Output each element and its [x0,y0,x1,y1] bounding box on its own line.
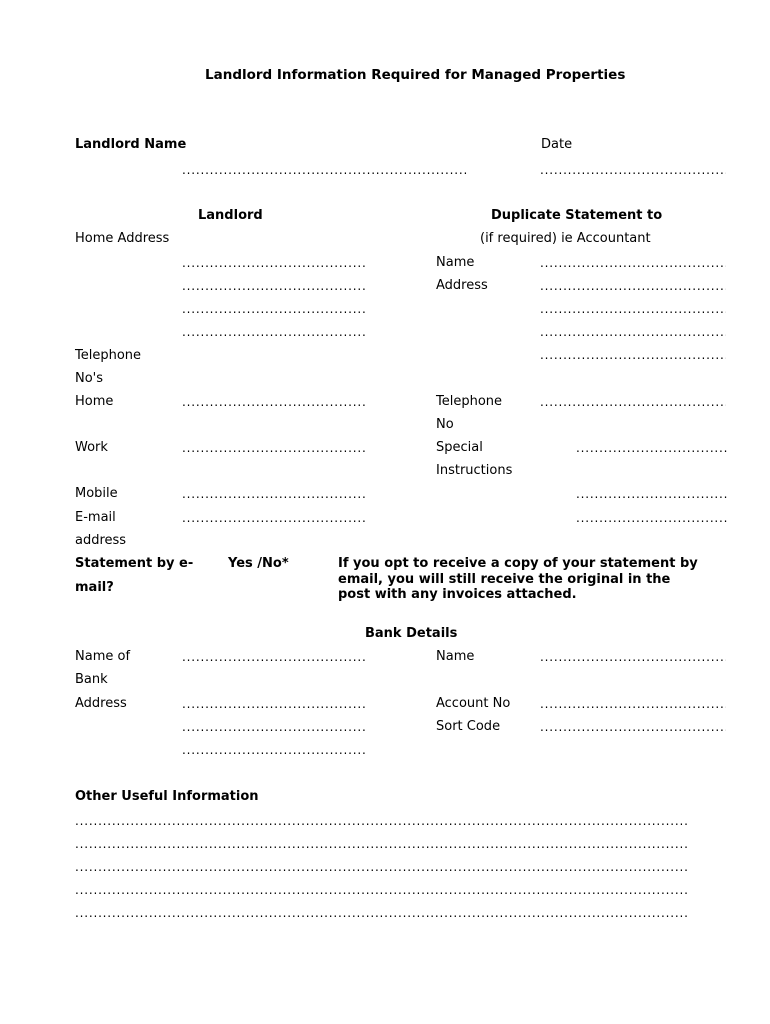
dup-no-label: No [436,417,454,432]
dup-telephone-label: Telephone [436,394,503,409]
email-field[interactable] [182,511,367,525]
bank-address-label: Address [75,696,127,711]
statement-email-label-1: Statement by e- [75,556,194,571]
landlord-name-field[interactable] [182,163,467,177]
email-statement-notice: If you opt to receive a copy of your statement by email, you will still receive the original in the post with any invoices attached. [338,556,698,602]
dup-address-line-4[interactable] [540,348,726,362]
nos-label: No's [75,371,104,386]
work-phone-label: Work [75,440,108,455]
statement-email-label-2: mail? [75,580,114,595]
bank-address-line-3[interactable] [182,743,367,757]
email-address-label: address [75,533,127,548]
name-of-bank-label: Name of [75,649,131,664]
special-label: Special [436,440,483,455]
dup-address-line-3[interactable] [540,325,726,339]
sort-code-label: Sort Code [436,719,501,734]
other-info-line-1[interactable] [75,814,687,828]
special-instructions-line-3[interactable] [576,511,728,525]
other-info-line-3[interactable] [75,860,687,874]
home-address-line-1[interactable] [182,256,367,270]
work-phone-field[interactable] [182,441,367,455]
home-address-label: Home Address [75,231,170,246]
bank-label: Bank [75,672,108,687]
home-address-line-2[interactable] [182,279,367,293]
duplicate-statement-heading: Duplicate Statement to [491,208,663,223]
account-no-label: Account No [436,696,511,711]
sort-code-field[interactable] [540,720,726,734]
bank-address-line-2[interactable] [182,720,367,734]
other-info-line-5[interactable] [75,906,687,920]
other-info-line-4[interactable] [75,883,687,897]
account-name-label: Name [436,649,475,664]
mobile-field[interactable] [182,487,367,501]
account-no-field[interactable] [540,697,726,711]
page-title: Landlord Information Required for Managed Properties [205,67,626,83]
other-info-line-2[interactable] [75,837,687,851]
bank-name-field[interactable] [182,650,367,664]
dup-telephone-field[interactable] [540,395,726,409]
other-info-heading: Other Useful Information [75,789,259,804]
instructions-label: Instructions [436,463,513,478]
bank-address-line-1[interactable] [182,697,367,711]
account-name-field[interactable] [540,650,726,664]
home-address-line-3[interactable] [182,302,367,316]
home-phone-label: Home [75,394,114,409]
dup-address-label: Address [436,278,488,293]
email-label: E-mail [75,510,116,525]
dup-name-field[interactable] [540,256,726,270]
date-field[interactable] [540,163,726,177]
dup-address-line-2[interactable] [540,302,726,316]
mobile-label: Mobile [75,486,118,501]
dup-address-line-1[interactable] [540,279,726,293]
date-label: Date [541,137,573,152]
landlord-heading: Landlord [198,208,263,223]
duplicate-subheading: (if required) ie Accountant [480,231,651,246]
yes-no-option[interactable]: Yes /No* [228,556,289,571]
landlord-name-label: Landlord Name [75,137,187,152]
home-address-line-4[interactable] [182,325,367,339]
telephone-label: Telephone [75,348,142,363]
bank-details-heading: Bank Details [365,626,458,641]
home-phone-field[interactable] [182,395,367,409]
special-instructions-line-1[interactable] [576,441,728,455]
dup-name-label: Name [436,255,475,270]
special-instructions-line-2[interactable] [576,487,728,501]
